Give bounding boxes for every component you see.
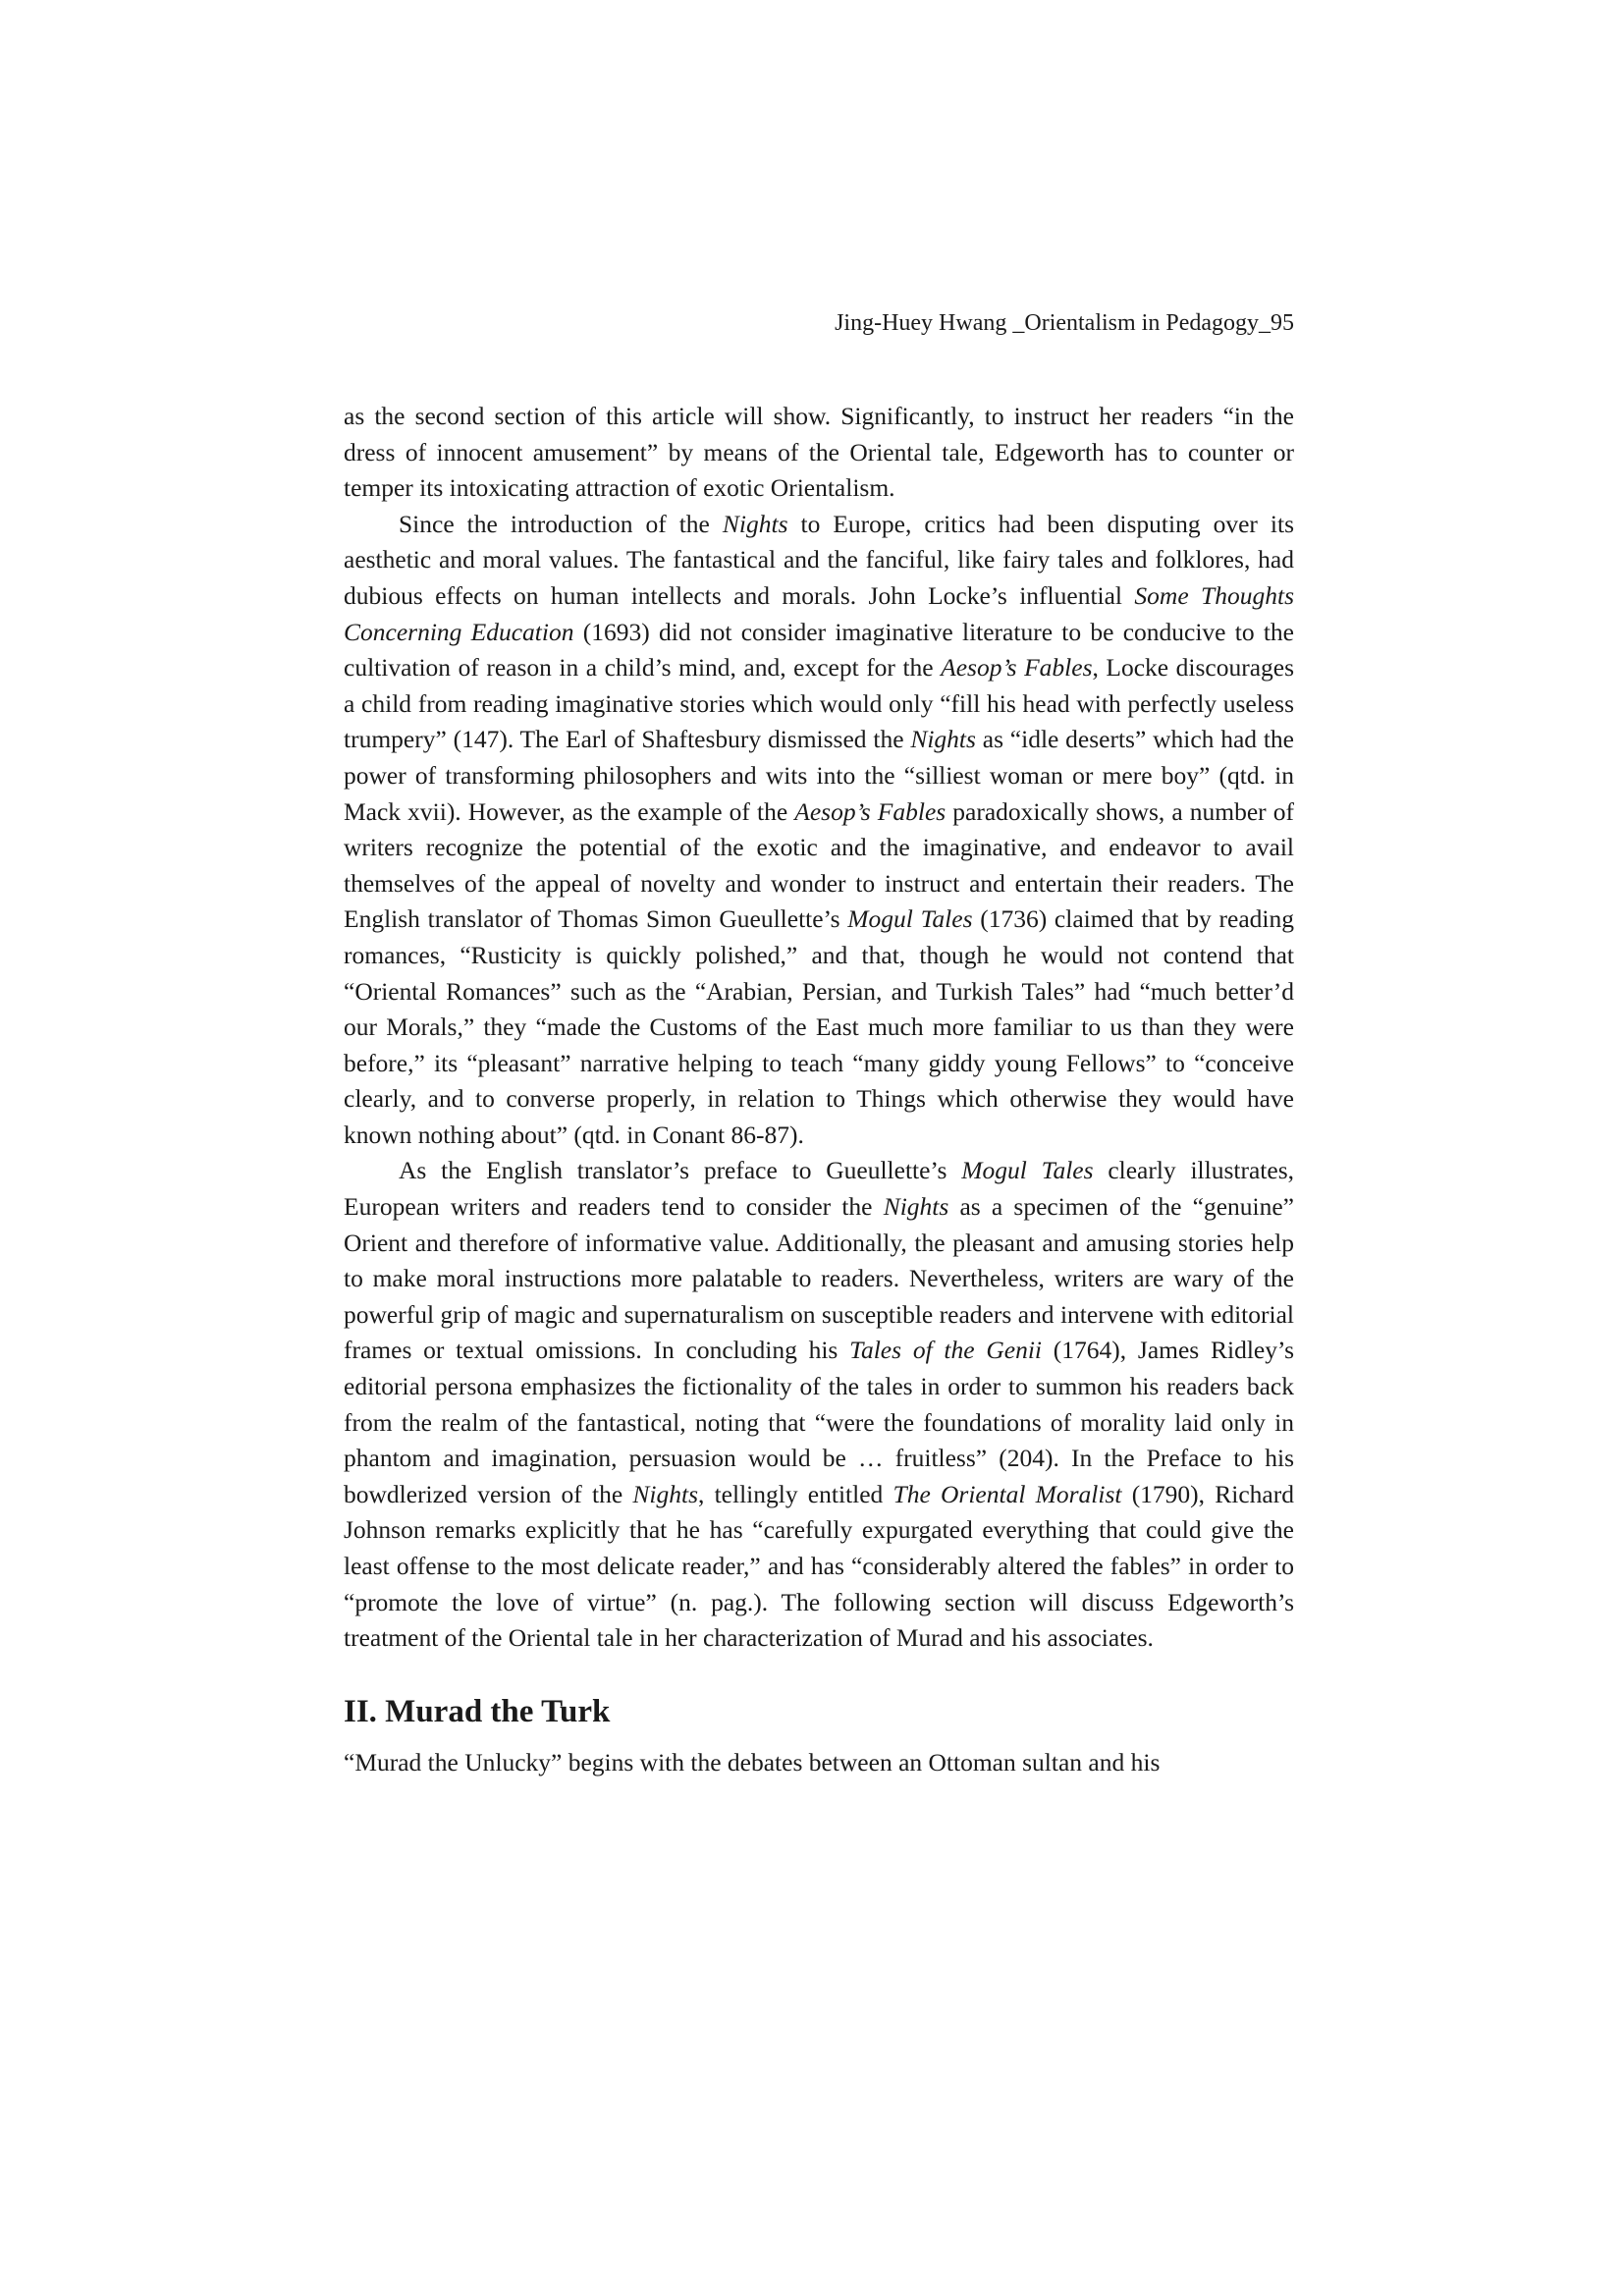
paragraph (344, 507, 1294, 1154)
section-first-line: “Murad the Unlucky” begins with the debates between an Ottoman sultan and his (344, 1747, 1161, 1777)
body-text (344, 399, 1294, 1780)
paragraph (344, 399, 1294, 507)
italic-title: Mogul Tales (961, 1156, 1094, 1185)
italic-title: Nights (722, 509, 788, 538)
italic-title: Nights (632, 1479, 698, 1508)
text-run: as “idle deserts” which had the power of transforming philosophers and wits into the “silliest woman or mere boy” (qtd. in Mack xvii). However, as the example of the (344, 725, 1295, 826)
text-run: Since the introduction of the (399, 509, 723, 538)
italic-title: Some Thoughts Concerning Education (344, 580, 1294, 646)
text-run: clearly illustrates, European writers and readers tend to consider the (344, 1156, 1294, 1222)
text-run: As the English translator’s preface to Gueullette’s (399, 1156, 962, 1185)
text-run: as a specimen of the “genuine” Orient and therefore of informative value. Additionally, the pleasant and amusing stories help to make moral instructions more palatable to readers. Nevertheless, writers are wary of the powerful grip of magic and supernaturalism on susceptible readers and intervene with editorial frames or textual omissions. In concluding his (344, 1192, 1294, 1365)
italic-title: Nights (910, 725, 976, 754)
italic-title: Tales of the Genii (849, 1336, 1042, 1365)
paragraph (344, 1153, 1294, 1656)
italic-title: Aesop’s Fables (941, 653, 1093, 683)
running-head: Jing-Huey Hwang _Orientalism in Pedagogy_95 (835, 310, 1294, 336)
italic-title: Mogul Tales (847, 904, 973, 934)
italic-title: The Oriental Moralist (893, 1479, 1122, 1508)
text-run: (1790), Richard Johnson remarks explicitly that he has “carefully expurgated everything that could give the least offense to the most delicate reader,” and has “considerably altered the fables” in order to “promote the love of virtue” (n. pag.). The following section will discuss Edgeworth’s treatment of the Oriental tale in her characterization of Murad and his associates. (344, 1479, 1294, 1653)
text-run: as the second section of this article will show. Significantly, to instruct her readers “in the dress of innocent amusement” by means of the Oriental tale, Edgeworth has to counter or temper its intoxicating attraction of exotic Orientalism. (344, 402, 1294, 503)
italic-title: Aesop’s Fables (794, 796, 947, 826)
text-run: (1764), James Ridley’s editorial persona emphasizes the fictionality of the tales in order to summon his readers back from the realm of the fantastical, noting that “were the foundations of morality laid only in phantom and imagination, persuasion would be … fruitless” (204). In the Preface to his bowdlerized version of the (344, 1336, 1294, 1508)
text-run: paradoxically shows, a number of writers recognize the potential of the exotic and the imaginative, and endeavor to avail themselves of the appeal of novelty and wonder to instruct and entertain their readers. The English translator of Thomas Simon Gueullette’s (344, 796, 1294, 934)
text-run: to Europe, critics had been disputing over its aesthetic and moral values. The fantastical and the fanciful, like fairy tales and folklores, had dubious effects on human intellects and morals. John Locke’s influential (344, 509, 1294, 610)
paragraphs (344, 399, 1294, 1657)
text-run: (1736) claimed that by reading romances, “Rusticity is quickly polished,” and that, though he would not contend that “Oriental Romances” such as the “Arabian, Persian, and Turkish Tales” had “much better’d our Morals,” they “made the Customs of the East much more familiar to us than they were before,” its “pleasant” narrative helping to teach “many giddy young Fellows” to “conceive clearly, and to converse properly, in relation to Things which otherwise they would have known nothing about” (qtd. in Conant 86-87). (344, 904, 1294, 1149)
italic-title: Nights (883, 1192, 949, 1222)
text-run: (1693) did not consider imaginative literature to be conducive to the cultivation of reason in a child’s mind, and, except for the (344, 617, 1295, 683)
text-run: , Locke discourages a child from reading imaginative stories which would only “fill his head with perfectly useless trumpery” (147). The Earl of Shaftesbury dismissed the (344, 653, 1295, 754)
text-run: , tellingly entitled (698, 1479, 893, 1508)
section-heading: II. Murad the Turk (344, 1693, 611, 1729)
